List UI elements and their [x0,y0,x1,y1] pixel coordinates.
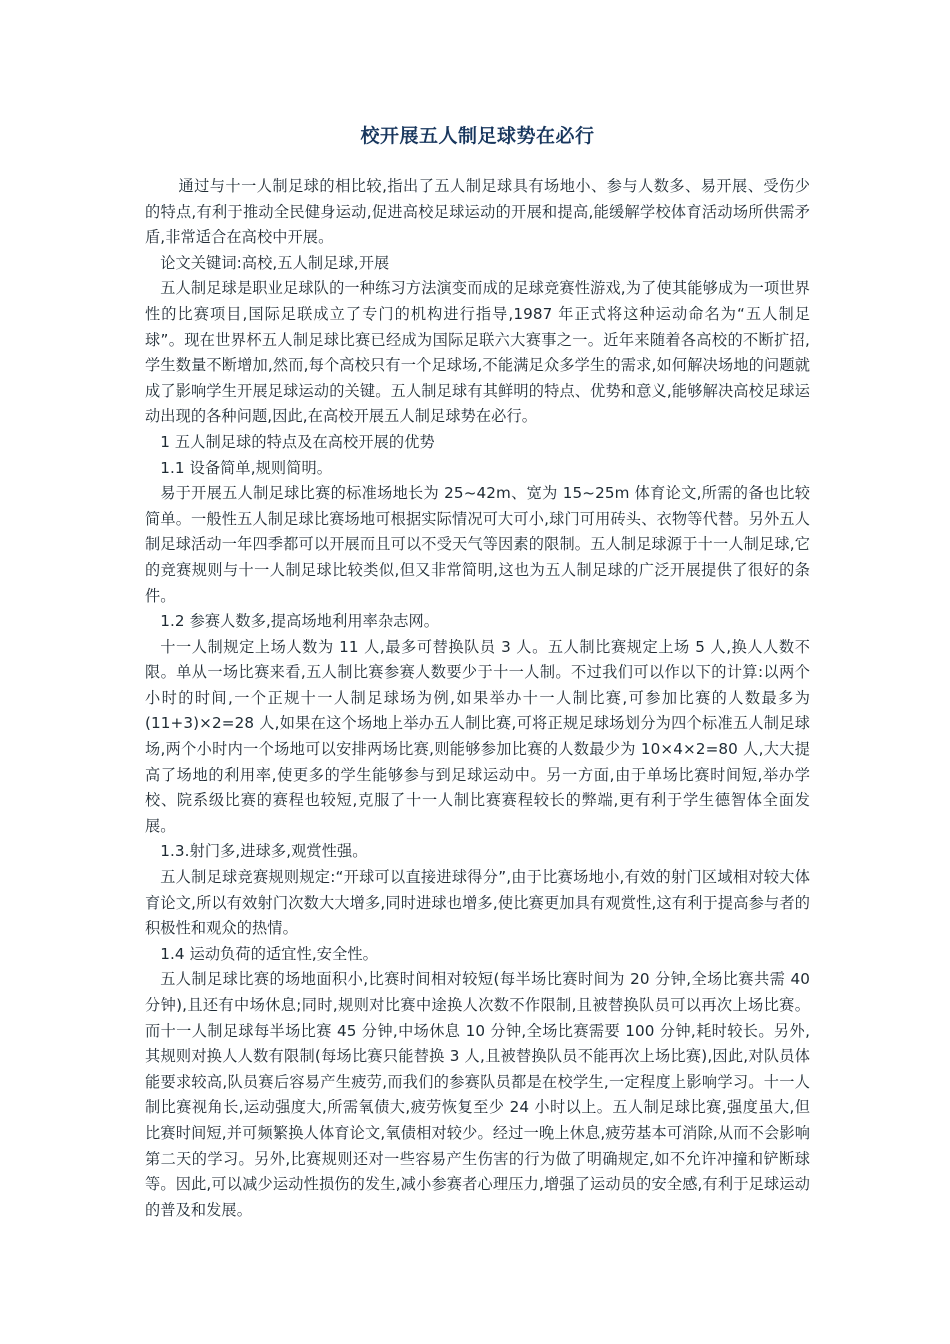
body-paragraph-1-2: 十一人制规定上场人数为 11 人,最多可替换队员 3 人。五人制比赛规定上场 5 人,换人人数不限。单从一场比赛来看,五人制比赛参赛人数要少于十一人制。不过我们可以作以下的计算:以两个小时的时间,一个正规十一人制足球场为例,如果举办十一人制比赛,可参加比赛的人数最多为(11+3)×2=28 人,如果在这个场地上举办五人制比赛,可将正规足球场划分为四个标准五人制足球场,两个小时内一个场地可以安排两场比赛,则能够参加比赛的人数最少为 10×4×2=80 人,大大提高了场地的利用率,使更多的学生能够参与到足球运动中。另一方面,由于单场比赛时间短,举办学校、院系级比赛的赛程也较短,克服了十一人制比赛赛程较长的弊端,更有利于学生德智体全面发展。 [145,637,810,835]
document-page [145,120,810,1223]
subsection-heading-1-2: 1.2 参赛人数多,提高场地利用率杂志网。 [160,612,440,631]
document-title: 校开展五人制足球势在必行 [360,125,595,147]
subsection-heading-1-3: 1.3.射门多,进球多,观赏性强。 [160,842,368,861]
section-heading-1: 1 五人制足球的特点及在高校开展的优势 [160,432,435,451]
body-paragraph-1-3: 五人制足球竞赛规则规定:“开球可以直接进球得分”,由于比赛场地小,有效的射门区域相对较大体育论文,所以有效射门次数大大增多,同时进球也增多,使比赛更加具有观赏性,这有利于提高参与者的积极性和观众的热情。 [145,868,810,938]
body-paragraph-1-4: 五人制足球比赛的场地面积小,比赛时间相对较短(每半场比赛时间为 20 分钟,全场比赛共需 40 分钟),且还有中场休息;同时,规则对比赛中途换人次数不作限制,且被替换队员可以再次上场比赛。而十一人制足球每半场比赛 45 分钟,中场休息 10 分钟,全场比赛需要 100 分钟,耗时较长。另外,其规则对换人人数有限制(每场比赛只能替换 3 人,且被替换队员不能再次上场比赛),因此,对队员体能要求较高,队员赛后容易产生疲劳,而我们的参赛队员都是在校学生,一定程度上影响学习。十一人制比赛视角长,运动强度大,所需氧债大,疲劳恢复至少 24 小时以上。五人制足球比赛,强度虽大,但比赛时间短,并可频繁换人体育论文,氧债相对较少。经过一晚上休息,疲劳基本可消除,从而不会影响第二天的学习。另外,比赛规则还对一些容易产生伤害的行为做了明确规定,如不允许冲撞和铲断球等。因此,可以减少运动性损伤的发生,减小参赛者心理压力,增强了运动员的安全感,有利于足球运动的普及和发展。 [145,970,810,1219]
body-paragraph-1-1: 易于开展五人制足球比赛的标准场地长为 25~42m、宽为 15~25m 体育论文,所需的备也比较简单。一般性五人制足球比赛场地可根据实际情况可大可小,球门可用砖头、衣物等代替。另外五人制足球活动一年四季都可以开展而且可以不受天气等因素的限制。五人制足球源于十一人制足球,它的竞赛规则与十一人制足球比较类似,但又非常简明,这也为五人制足球的广泛开展提供了很好的条件。 [145,484,810,605]
abstract-paragraph: 通过与十一人制足球的相比较,指出了五人制足球具有场地小、参与人数多、易开展、受伤少的特点,有利于推动全民健身运动,促进高校足球运动的开展和提高,能缓解学校体育活动场所供需矛盾,非常适合在高校中开展。 [145,177,810,247]
subsection-heading-1-4: 1.4 运动负荷的适宜性,安全性。 [160,944,378,963]
intro-paragraph: 五人制足球是职业足球队的一种练习方法演变而成的足球竞赛性游戏,为了使其能够成为一项世界性的比赛项目,国际足联成立了专门的机构进行指导,1987 年正式将这种运动命名为“五人制足球”。现在世界杯五人制足球比赛已经成为国际足联六大赛事之一。近年来随着各高校的不断扩招,学生数量不断增加,然而,每个高校只有一个足球场,不能满足众多学生的需求,如何解决场地的问题就成了影响学生开展足球运动的关键。五人制足球有其鲜明的特点、优势和意义,能够解决高校足球运动出现的各种问题,因此,在高校开展五人制足球势在必行。 [145,279,810,426]
keywords-line: 论文关键词:高校,五人制足球,开展 [160,253,390,272]
subsection-heading-1-1: 1.1 设备简单,规则简明。 [160,458,333,477]
